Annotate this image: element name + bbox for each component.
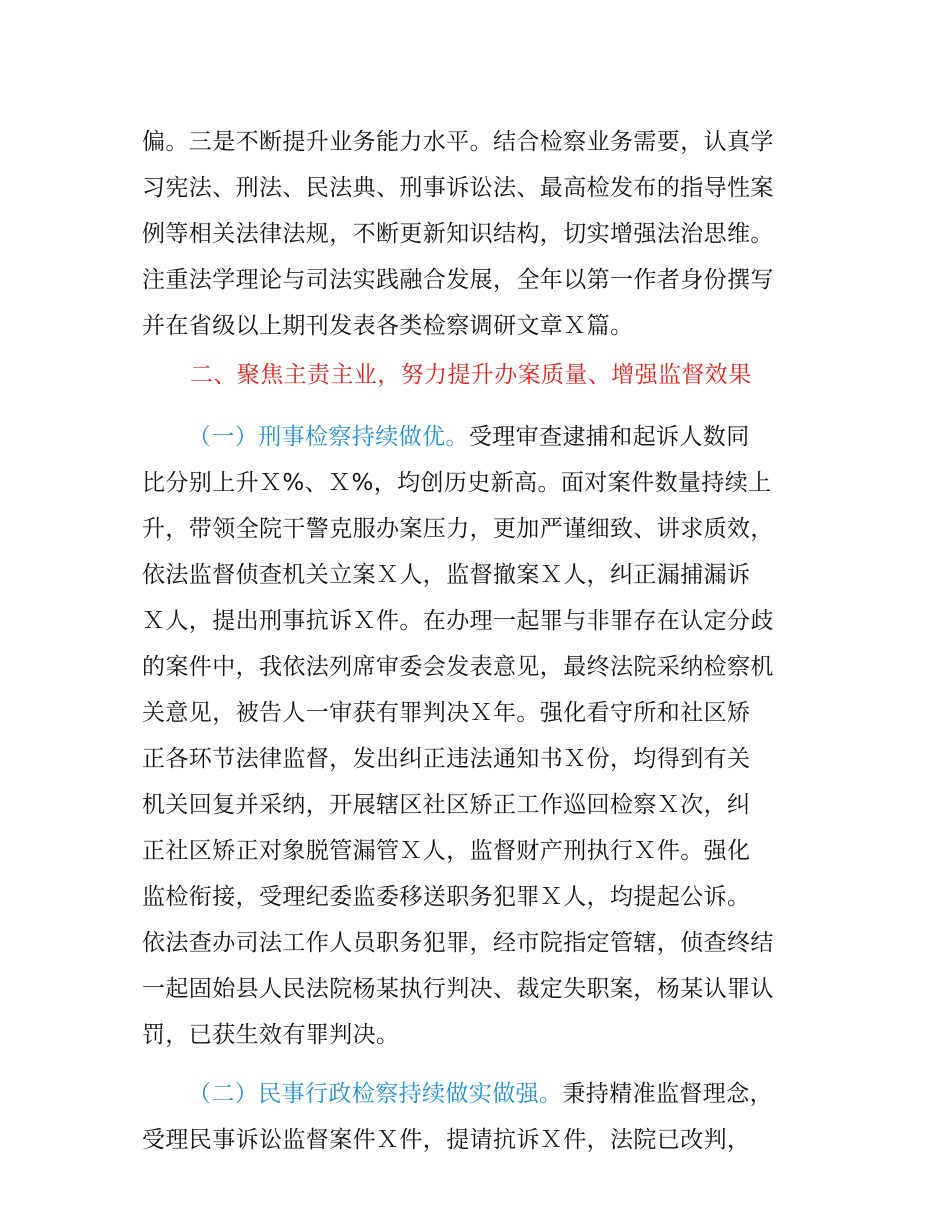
subsection-text: 秉持精准监督理念， bbox=[562, 1081, 774, 1107]
paragraph-line: 正社区矫正对象脱管漏管Ｘ人，监督财产刑执行Ｘ件。强化 bbox=[142, 838, 751, 864]
paragraph-line: 依法查办司法工作人员职务犯罪，经市院指定管辖，侦查终结 bbox=[142, 930, 774, 956]
paragraph-line: 的案件中，我依法列席审委会发表意见，最终法院采纳检察机 bbox=[142, 654, 774, 680]
subsection-text: 受理审查逮捕和起诉人数同 bbox=[468, 424, 750, 450]
subsection-heading-civil: （二）民事行政检察持续做实做强。 bbox=[188, 1081, 563, 1107]
paragraph-line: 机关回复并采纳，开展辖区社区矫正工作巡回检察Ｘ次，纠 bbox=[142, 792, 751, 818]
paragraph-line: 一起固始县人民法院杨某执行判决、裁定失职案，杨某认罪认 bbox=[142, 976, 774, 1002]
paragraph-line: 依法监督侦查机关立案Ｘ人，监督撤案Ｘ人，纠正漏捕漏诉 bbox=[142, 562, 751, 588]
section-heading: 二、聚焦主责主业，努力提升办案质量、增强监督效果 bbox=[190, 362, 752, 388]
paragraph-line: 习宪法、刑法、民法典、刑事诉讼法、最高检发布的指导性案 bbox=[142, 175, 774, 201]
paragraph-line: Ｘ人，提出刑事抗诉Ｘ件。在办理一起罪与非罪存在认定分歧 bbox=[142, 608, 774, 634]
paragraph-line: 升，带领全院干警克服办案压力，更加严谨细致、讲求质效， bbox=[142, 516, 774, 542]
paragraph-line: 关意见，被告人一审获有罪判决Ｘ年。强化看守所和社区矫 bbox=[142, 700, 751, 726]
paragraph-line: 例等相关法律法规，不断更新知识结构，切实增强法治思维。 bbox=[142, 221, 774, 247]
paragraph-line: 并在省级以上期刊发表各类检察调研文章Ｘ篇。 bbox=[142, 313, 634, 339]
paragraph-line: 罚，已获生效有罪判决。 bbox=[142, 1022, 400, 1048]
subsection-first-line bbox=[188, 1079, 773, 1109]
paragraph-line: 注重法学理论与司法实践融合发展，全年以第一作者身份撰写 bbox=[142, 267, 774, 293]
subsection-first-line bbox=[188, 422, 750, 452]
paragraph-line: 受理民事诉讼监督案件Ｘ件，提请抗诉Ｘ件，法院已改判， bbox=[142, 1127, 751, 1153]
paragraph-line: 正各环节法律监督，发出纠正违法通知书Ｘ份，均得到有关 bbox=[142, 746, 751, 772]
paragraph-line: 偏。三是不断提升业务能力水平。结合检察业务需要，认真学 bbox=[142, 129, 774, 155]
paragraph-line: 比分别上升Ｘ%、Ｘ%，均创历史新高。面对案件数量持续上 bbox=[142, 470, 772, 496]
subsection-heading-criminal: （一）刑事检察持续做优。 bbox=[188, 424, 469, 450]
paragraph-line: 监检衔接，受理纪委监委移送职务犯罪Ｘ人，均提起公诉。 bbox=[142, 884, 751, 910]
